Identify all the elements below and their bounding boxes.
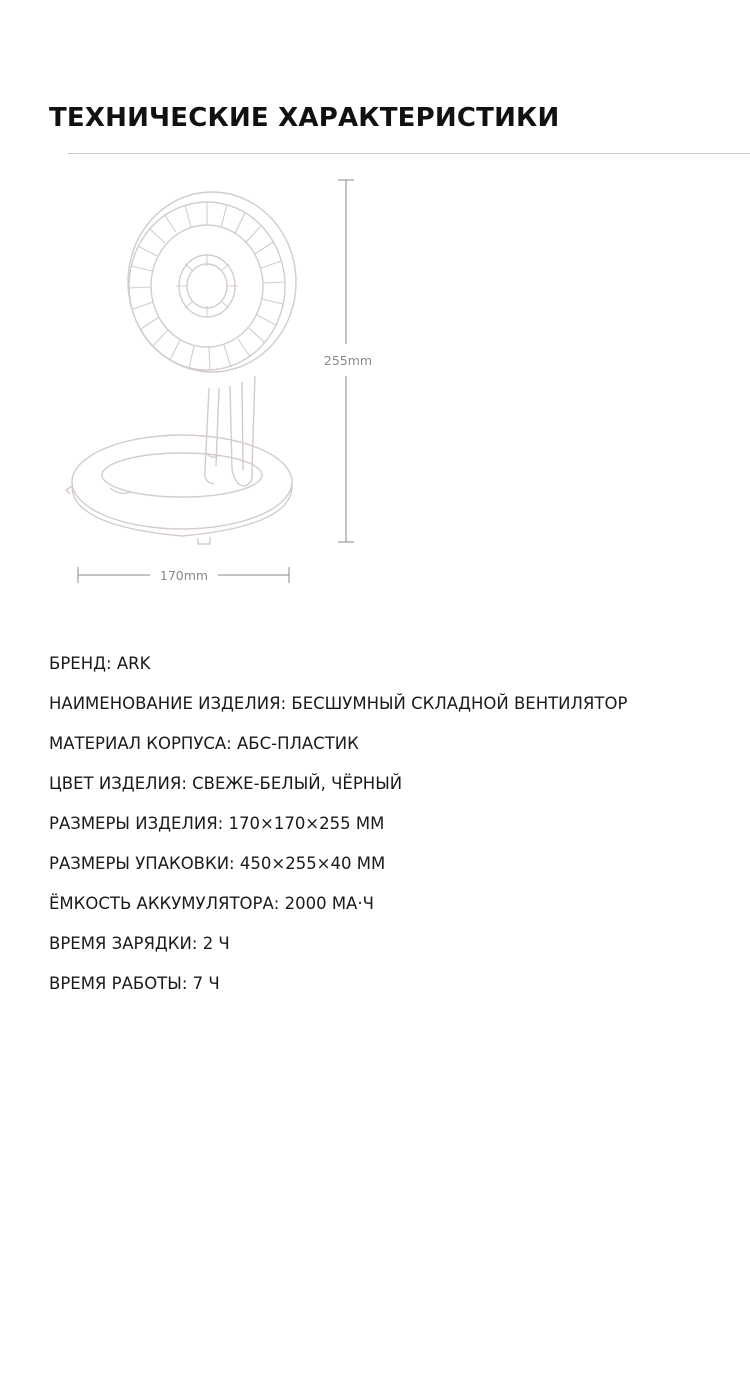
spec-label: ЦВЕТ ИЗДЕЛИЯ: [49, 774, 187, 793]
fan-blades [176, 255, 238, 317]
spec-label: РАЗМЕРЫ УПАКОВКИ: [49, 854, 235, 873]
spec-label: ВРЕМЯ ЗАРЯДКИ: [49, 934, 198, 953]
spec-label: ВРЕМЯ РАБОТЫ: [49, 974, 188, 993]
spec-charge-time [49, 932, 627, 972]
fan-dimension-diagram [0, 170, 400, 600]
page-title: ТЕХНИЧЕСКИЕ ХАРАКТЕРИСТИКИ [49, 103, 560, 133]
spec-value: 2 Ч [202, 934, 230, 953]
fan-head [128, 192, 296, 372]
spec-product-name [49, 692, 627, 732]
spec-label: РАЗМЕРЫ ИЗДЕЛИЯ: [49, 814, 224, 833]
spec-value: 450×255×40 ММ [239, 854, 386, 873]
spec-color [49, 772, 627, 812]
width-label: 170mm [159, 568, 209, 583]
specs-list [49, 652, 627, 1012]
spec-material [49, 732, 627, 772]
spec-package-size [49, 852, 627, 892]
spec-value: 7 Ч [192, 974, 220, 993]
spec-value: БЕСШУМНЫЙ СКЛАДНОЙ ВЕНТИЛЯТОР [291, 694, 628, 713]
fan-base [66, 435, 292, 544]
spec-label: МАТЕРИАЛ КОРПУСА: [49, 734, 232, 753]
spec-product-size [49, 812, 627, 852]
spec-value: 2000 МА·Ч [284, 894, 374, 913]
spec-run-time [49, 972, 627, 1012]
spec-label: НАИМЕНОВАНИЕ ИЗДЕЛИЯ: [49, 694, 287, 713]
spec-value: 170×170×255 ММ [228, 814, 385, 833]
height-label: 255mm [323, 353, 373, 368]
title-divider [68, 153, 750, 154]
spec-label: ЁМКОСТЬ АККУМУЛЯТОРА: [49, 894, 280, 913]
spec-label: БРЕНД: [49, 654, 112, 673]
spec-value: ARK [116, 654, 151, 673]
fan-stand [205, 376, 255, 486]
spec-battery [49, 892, 627, 932]
spec-brand [49, 652, 627, 692]
spec-value: СВЕЖЕ-БЕЛЫЙ, ЧЁРНЫЙ [192, 774, 403, 793]
spec-value: АБС-ПЛАСТИК [237, 734, 359, 753]
